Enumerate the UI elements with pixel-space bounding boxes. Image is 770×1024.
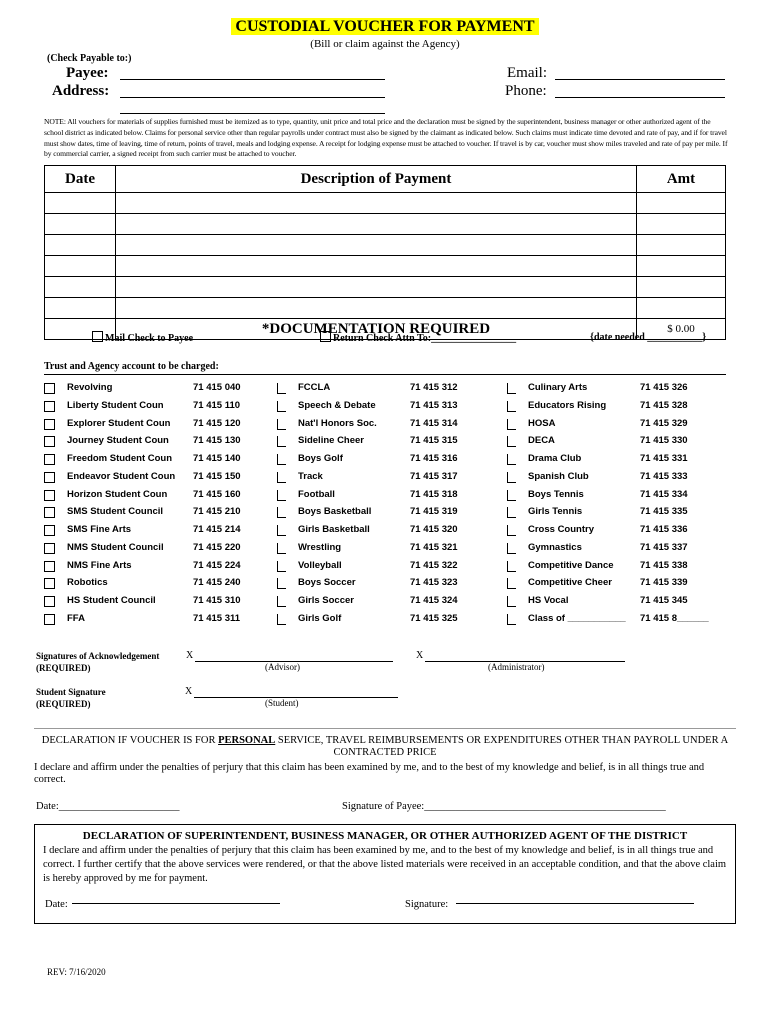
administrator-x: X — [416, 650, 424, 661]
account-checkbox[interactable] — [507, 543, 516, 554]
account-code: 71 415 120 — [193, 417, 241, 429]
superintendent-declaration-title: DECLARATION OF SUPERINTENDENT, BUSINESS MANAGER, OR OTHER AUTHORIZED AGENT OF THE DISTRICT — [82, 830, 688, 842]
account-code: 71 415 336 — [640, 524, 688, 535]
return-check-option[interactable]: Return Check Attn To:_________________ — [320, 331, 516, 344]
account-checkbox[interactable] — [277, 614, 286, 625]
account-checkbox[interactable] — [277, 561, 286, 572]
account-code: 71 415 313 — [410, 399, 458, 411]
account-code: 71 415 337 — [640, 541, 688, 553]
account-name: Spanish Club — [528, 470, 589, 482]
payee-field[interactable] — [120, 79, 385, 80]
account-checkbox[interactable] — [277, 454, 286, 465]
account-code: 71 415 319 — [410, 506, 458, 518]
desc-cell[interactable] — [116, 256, 637, 277]
amt-cell[interactable] — [637, 193, 726, 214]
account-checkbox[interactable] — [507, 561, 516, 572]
desc-cell[interactable] — [116, 298, 637, 319]
account-name: Competitive Dance — [528, 559, 614, 571]
account-name: Speech & Debate — [298, 399, 376, 411]
student-label: Student Signature (REQUIRED) — [36, 687, 106, 709]
account-code: 71 415 317 — [410, 470, 458, 482]
account-checkbox[interactable] — [277, 507, 286, 518]
account-code: 71 415 040 — [193, 382, 241, 393]
advisor-caption: (Advisor) — [265, 662, 300, 672]
ack-label: Signatures of Acknowledgement (REQUIRED) — [36, 651, 160, 673]
date-cell[interactable] — [45, 235, 116, 256]
desc-cell[interactable] — [116, 214, 637, 235]
documentation-required: *DOCUMENTATION REQUIRED — [116, 319, 637, 340]
account-code: 71 415 224 — [193, 559, 241, 571]
desc-cell[interactable] — [116, 235, 637, 256]
total-amount: $ 0.00 — [637, 319, 726, 340]
mail-check-option[interactable]: Mail Check to Payee — [92, 331, 193, 344]
email-field[interactable] — [555, 79, 725, 80]
note-text: NOTE: All vouchers for materials of supplies furnished must be itemized as to type, quantity, unit price and total price and the declaration must be signed by the superintendent, business manager or other authorized agent of the school district as indicated below. Claims for personal service other than regular payrolls under contract must also be signed by the claimant as indicated below. Such claims must indicate time devoted and rate of pay, and if for travel must show dates, time of leaving, time of return, points of travel, meals and lodging expense. A receipt for lodging expense must be attached to voucher. If travel is by car, voucher must show miles traveled and rate of pay per mile. If by commercial carrier, a signed receipt from such carrier must be attached to voucher. — [44, 117, 728, 159]
account-name: SMS Student Council — [67, 506, 164, 518]
account-name: NMS Fine Arts — [67, 559, 132, 571]
account-checkbox[interactable] — [277, 490, 286, 501]
account-checkbox[interactable] — [44, 525, 55, 536]
col-date-header: Date — [45, 166, 116, 193]
trust-heading: Trust and Agency account to be charged: — [44, 361, 219, 372]
account-checkbox[interactable] — [507, 614, 516, 625]
superintendent-declaration-text: I declare and affirm under the penalties of perjury that this claim has been examined by me, and to the best of my knowledge and belief, is in all things true and correct. I further certify that the above services were rendered, or that the above listed materials were received in an acceptable condition, and that the above claim is hereby approved by me for payment. — [43, 845, 727, 884]
account-checkbox[interactable] — [507, 525, 516, 536]
account-name: Boys Golf — [298, 453, 343, 464]
account-code: 71 415 321 — [410, 541, 458, 553]
account-code: 71 415 311 — [193, 612, 241, 624]
date-cell[interactable] — [45, 277, 116, 298]
account-name: HOSA — [528, 417, 556, 429]
account-checkbox[interactable] — [277, 543, 286, 554]
account-checkbox[interactable] — [277, 525, 286, 536]
account-name: Educators Rising — [528, 399, 607, 411]
table-row — [45, 256, 726, 277]
account-code: 71 415 324 — [410, 595, 458, 606]
account-name: Competitive Cheer — [528, 577, 612, 589]
account-name: Volleyball — [298, 559, 342, 571]
super-signature-label: Signature: — [405, 899, 449, 910]
account-checkbox[interactable] — [277, 578, 286, 589]
account-code: 71 415 314 — [410, 417, 458, 429]
desc-cell[interactable] — [116, 277, 637, 298]
account-checkbox[interactable] — [507, 596, 516, 607]
account-name: Revolving — [67, 382, 113, 393]
date-needed-field[interactable]: {date needed ___________} — [590, 332, 707, 343]
account-checkbox[interactable] — [44, 401, 55, 412]
account-checkbox[interactable] — [507, 507, 516, 518]
account-checkbox[interactable] — [44, 436, 55, 447]
table-row — [45, 235, 726, 256]
account-code: 71 415 140 — [193, 453, 241, 464]
account-checkbox[interactable] — [507, 472, 516, 483]
account-name: DECA — [528, 435, 555, 447]
form-subtitle: (Bill or claim against the Agency) — [310, 38, 460, 50]
account-code: 71 415 334 — [640, 488, 688, 500]
student-x: X — [185, 686, 193, 697]
super-date-label: Date: — [45, 899, 68, 910]
revision-label: REV: 7/16/2020 — [47, 967, 106, 977]
account-name: Drama Club — [528, 453, 582, 464]
account-checkbox[interactable] — [507, 578, 516, 589]
account-checkbox[interactable] — [44, 472, 55, 483]
account-code: 71 415 330 — [640, 435, 688, 447]
account-checkbox[interactable] — [507, 490, 516, 501]
account-name: Endeavor Student Coun — [67, 470, 176, 482]
administrator-caption: (Administrator) — [488, 662, 545, 672]
payment-table — [44, 165, 726, 340]
account-code: 71 415 335 — [640, 506, 688, 518]
account-name: Track — [298, 470, 323, 482]
account-name: Class of ___________ — [528, 612, 626, 624]
account-checkbox[interactable] — [44, 543, 55, 554]
desc-cell[interactable] — [116, 193, 637, 214]
account-checkbox[interactable] — [44, 490, 55, 501]
account-code: 71 415 214 — [193, 524, 241, 535]
account-name: Boys Basketball — [298, 506, 372, 518]
account-checkbox[interactable] — [277, 472, 286, 483]
account-code: 71 415 150 — [193, 470, 241, 482]
account-code: 71 415 130 — [193, 435, 241, 447]
account-name: Cross Country — [528, 524, 594, 535]
phone-field[interactable] — [555, 97, 725, 98]
account-code: 71 415 8______ — [640, 612, 709, 624]
account-name: Sideline Cheer — [298, 435, 364, 447]
address-label: Address: — [52, 83, 110, 99]
account-name: Football — [298, 488, 335, 500]
trust-divider — [44, 374, 726, 375]
advisor-x: X — [186, 650, 194, 661]
account-name: Girls Soccer — [298, 595, 354, 606]
account-checkbox[interactable] — [277, 596, 286, 607]
table-row — [45, 193, 726, 214]
mail-check-checkbox[interactable] — [92, 331, 103, 342]
address-field-2[interactable] — [120, 113, 385, 114]
super-date-line[interactable] — [72, 903, 280, 904]
account-name: Gymnastics — [528, 541, 582, 553]
account-name: Culinary Arts — [528, 382, 588, 393]
account-name: SMS Fine Arts — [67, 524, 132, 535]
account-code: 71 415 345 — [640, 595, 688, 606]
account-name: Girls Tennis — [528, 506, 583, 518]
account-checkbox[interactable] — [507, 454, 516, 465]
account-code: 71 415 315 — [410, 435, 458, 447]
account-name: Girls Golf — [298, 612, 342, 624]
form-title: CUSTODIAL VOUCHER FOR PAYMENT — [0, 18, 770, 36]
email-label: Email: — [507, 65, 547, 81]
account-name: Wrestling — [298, 541, 342, 553]
table-row — [45, 214, 726, 235]
amt-cell[interactable] — [637, 277, 726, 298]
account-name: Journey Student Coun — [67, 435, 169, 447]
account-code: 71 415 333 — [640, 470, 688, 482]
amt-cell[interactable] — [637, 256, 726, 277]
account-name: Boys Tennis — [528, 488, 584, 500]
account-checkbox[interactable] — [44, 596, 55, 607]
date-cell[interactable] — [45, 298, 116, 319]
account-checkbox[interactable] — [507, 383, 516, 394]
account-checkbox[interactable] — [277, 436, 286, 447]
student-caption: (Student) — [265, 698, 299, 708]
account-code: 71 415 318 — [410, 488, 458, 500]
account-name: FFA — [67, 612, 85, 624]
amt-cell[interactable] — [637, 235, 726, 256]
account-name: FCCLA — [298, 382, 331, 393]
account-name: HS Vocal — [528, 595, 569, 606]
account-code: 71 415 160 — [193, 488, 241, 500]
account-code: 71 415 110 — [193, 399, 241, 411]
payee-signature-field[interactable]: Signature of Payee:______________________________________________ — [342, 801, 666, 812]
account-checkbox[interactable] — [44, 614, 55, 625]
account-name: HS Student Council — [67, 595, 156, 606]
super-signature-line[interactable] — [456, 903, 694, 904]
amt-cell[interactable] — [637, 214, 726, 235]
account-code: 71 415 326 — [640, 382, 688, 393]
address-field-1[interactable] — [120, 97, 385, 98]
account-checkbox[interactable] — [44, 561, 55, 572]
account-name: Freedom Student Coun — [67, 453, 173, 464]
account-checkbox[interactable] — [277, 383, 286, 394]
account-code: 71 415 240 — [193, 577, 241, 589]
phone-label: Phone: — [505, 83, 547, 99]
account-checkbox[interactable] — [507, 401, 516, 412]
account-code: 71 415 329 — [640, 417, 688, 429]
account-code: 71 415 338 — [640, 559, 688, 571]
account-code: 71 415 339 — [640, 577, 688, 589]
account-name: Robotics — [67, 577, 108, 589]
table-row — [45, 298, 726, 319]
personal-declaration-text: I declare and affirm under the penalties of perjury that this claim has been examined by me, and to the best of my knowledge and belief, is in all things true and correct. — [34, 762, 705, 785]
account-code: 71 415 320 — [410, 524, 458, 535]
account-name: Girls Basketball — [298, 524, 370, 535]
account-checkbox[interactable] — [507, 436, 516, 447]
col-amt-header: Amt — [637, 166, 726, 193]
return-check-checkbox[interactable] — [320, 331, 331, 342]
account-checkbox[interactable] — [44, 507, 55, 518]
account-code: 71 415 322 — [410, 559, 458, 571]
account-checkbox[interactable] — [44, 383, 55, 394]
personal-declaration-heading: DECLARATION IF VOUCHER IS FOR PERSONAL SERVICE, TRAVEL REIMBURSEMENTS OR EXPENDITURES OTHER THAN PAYROLL UNDER A CONTRACTED PRICE — [41, 735, 729, 758]
account-code: 71 415 331 — [640, 453, 688, 464]
col-desc-header: Description of Payment — [116, 166, 637, 193]
account-checkbox[interactable] — [44, 419, 55, 430]
account-name: NMS Student Council — [67, 541, 164, 553]
section-divider — [34, 728, 736, 729]
account-name: Liberty Student Coun — [67, 399, 164, 411]
account-code: 71 415 328 — [640, 399, 688, 411]
check-payable-label: (Check Payable to:) — [47, 53, 132, 64]
account-checkbox[interactable] — [44, 578, 55, 589]
amt-cell[interactable] — [637, 298, 726, 319]
account-checkbox[interactable] — [277, 419, 286, 430]
payee-date-field[interactable]: Date:_______________________ — [36, 801, 180, 812]
account-checkbox[interactable] — [507, 419, 516, 430]
account-checkbox[interactable] — [277, 401, 286, 412]
account-name: Nat'l Honors Soc. — [298, 417, 377, 429]
payee-label: Payee: — [66, 65, 109, 81]
account-name: Boys Soccer — [298, 577, 356, 589]
account-code: 71 415 310 — [193, 595, 241, 606]
account-name: Horizon Student Coun — [67, 488, 168, 500]
table-row — [45, 277, 726, 298]
date-cell[interactable] — [45, 214, 116, 235]
account-code: 71 415 210 — [193, 506, 241, 518]
date-cell[interactable] — [45, 193, 116, 214]
account-code: 71 415 323 — [410, 577, 458, 589]
account-code: 71 415 312 — [410, 382, 458, 393]
date-cell[interactable] — [45, 256, 116, 277]
account-code: 71 415 325 — [410, 612, 458, 624]
account-name: Explorer Student Coun — [67, 417, 171, 429]
account-code: 71 415 316 — [410, 453, 458, 464]
account-checkbox[interactable] — [44, 454, 55, 465]
account-code: 71 415 220 — [193, 541, 241, 553]
